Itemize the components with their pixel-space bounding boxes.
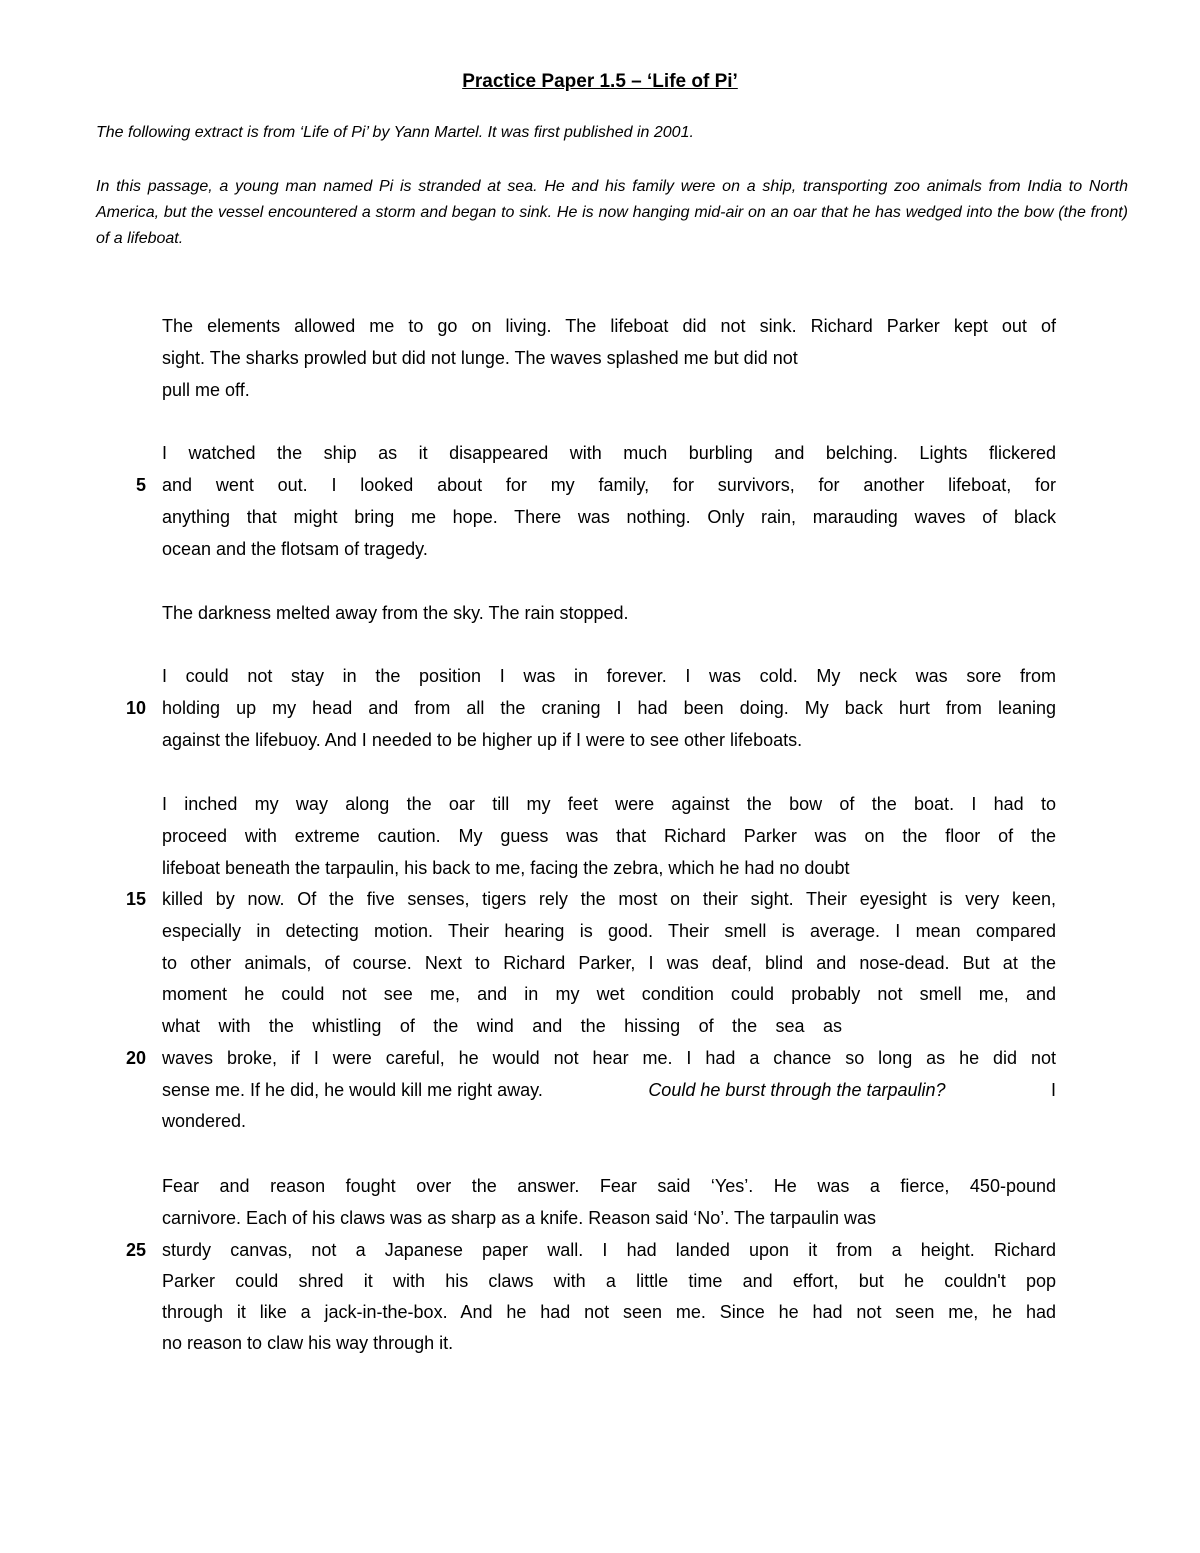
extract-line: ocean and the flotsam of tragedy. bbox=[162, 539, 428, 559]
extract-line: especially in detecting motion. Their hearing is good. Their smell is average. I mean compared bbox=[162, 921, 1056, 941]
line-number: 15 bbox=[125, 889, 146, 909]
extract-line-text: I bbox=[1050, 1080, 1056, 1100]
extract-line: sight. The sharks prowled but did not lunge. The waves splashed me but did not bbox=[162, 348, 798, 368]
extract-line: sturdy canvas, not a Japanese paper wall. I had landed upon it from a height. Richard bbox=[162, 1240, 1056, 1260]
line-number: 25 bbox=[125, 1240, 146, 1260]
page-title: Practice Paper 1.5 – ‘Life of Pi’ bbox=[462, 71, 738, 92]
extract-line: The darkness melted away from the sky. The rain stopped. bbox=[162, 603, 629, 623]
extract-line: holding up my head and from all the craning I had been doing. My back hurt from leaning bbox=[162, 698, 1056, 718]
extract-line: moment he could not see me, and in my wet condition could probably not smell me, and bbox=[162, 984, 1056, 1004]
extract-line: Parker could shred it with his claws with a little time and effort, but he couldn't pop bbox=[162, 1271, 1056, 1291]
intro-source: The following extract is from ‘Life of Pi’ by Yann Martel. It was first published in 2001. bbox=[96, 124, 694, 141]
extract-line: anything that might bring me hope. There was nothing. Only rain, marauding waves of black bbox=[162, 507, 1056, 527]
extract-line: and went out. I looked about for my family, for survivors, for another lifeboat, for bbox=[162, 475, 1056, 495]
extract-line: wondered. bbox=[162, 1111, 247, 1131]
extract-line: I could not stay in the position I was in forever. I was cold. My neck was sore from bbox=[162, 666, 1056, 686]
extract-line: I inched my way along the oar till my feet were against the bow of the boat. I had to bbox=[162, 794, 1056, 814]
extract-line: to other animals, of course. Next to Richard Parker, I was deaf, blind and nose-dead. But at the bbox=[162, 953, 1056, 973]
extract-line: what with the whistling of the wind and the hissing of the sea as bbox=[162, 1016, 842, 1036]
extract-line: The elements allowed me to go on living. The lifeboat did not sink. Richard Parker kept out of bbox=[162, 316, 1056, 336]
extract-line: through it like a jack-in-the-box. And he had not seen me. Since he had not seen me, he had bbox=[162, 1302, 1056, 1322]
italic-thought: Could he burst through the tarpaulin? bbox=[648, 1080, 946, 1100]
line-number: 10 bbox=[125, 698, 146, 718]
extract-line: proceed with extreme caution. My guess was that Richard Parker was on the floor of the bbox=[162, 826, 1056, 846]
extract-line: against the lifebuoy. And I needed to be higher up if I were to see other lifeboats. bbox=[162, 730, 803, 750]
extract-line: I watched the ship as it disappeared with much burbling and belching. Lights flickered bbox=[162, 443, 1056, 463]
extract-line: pull me off. bbox=[162, 380, 250, 400]
extract-line: Fear and reason fought over the answer. Fear said ‘Yes’. He was a fierce, 450-pound bbox=[162, 1176, 1056, 1196]
extract-line: killed by now. Of the five senses, tigers rely the most on their sight. Their eyesight is very keen, bbox=[162, 889, 1056, 909]
extract-line: carnivore. Each of his claws was as sharp as a knife. Reason said ‘No’. The tarpaulin was bbox=[162, 1208, 877, 1228]
extract-line: waves broke, if I were careful, he would not hear me. I had a chance so long as he did not bbox=[162, 1048, 1056, 1068]
intro-context: In this passage, a young man named Pi is stranded at sea. He and his family were on a ship, transporting zoo animals from India to North America, but the vessel encountered a storm and began to sink. He is now hanging mid-air on an oar that he has wedged into the bow (the front) of a lifeboat. bbox=[96, 178, 1128, 247]
line-number: 20 bbox=[125, 1048, 146, 1068]
extract-line-text: sense me. If he did, he would kill me right away. bbox=[162, 1080, 543, 1100]
extract-line-mixed bbox=[162, 1075, 1056, 1105]
extract-line: no reason to claw his way through it. bbox=[162, 1333, 454, 1353]
line-number: 5 bbox=[135, 475, 146, 495]
extract-line: lifeboat beneath the tarpaulin, his back to me, facing the zebra, which he had no doubt bbox=[162, 858, 850, 878]
